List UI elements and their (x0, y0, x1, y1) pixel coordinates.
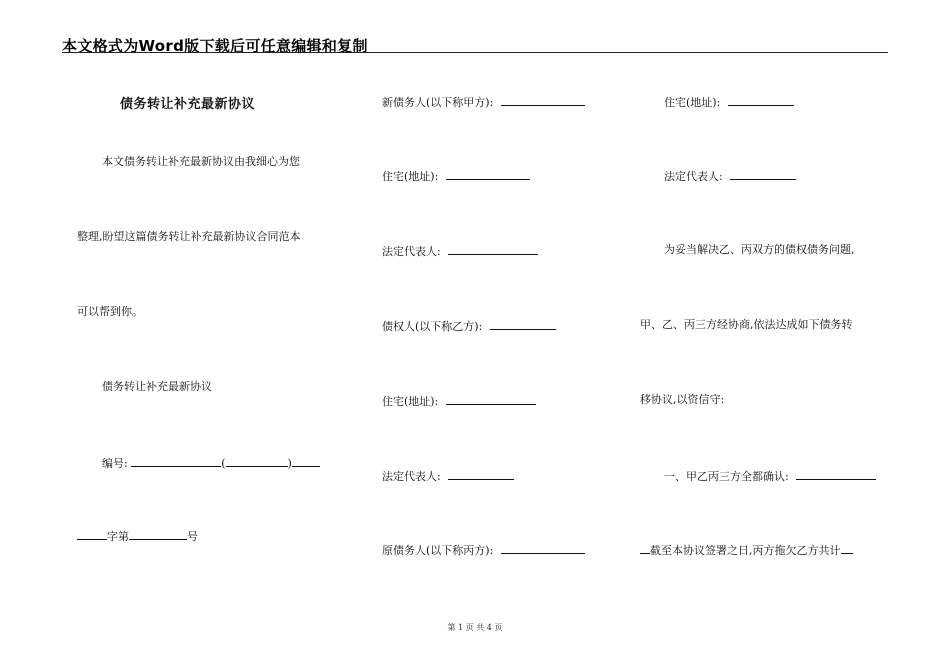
purpose-line-1: 为妥当解决乙、丙双方的债权债务问题, (664, 243, 855, 256)
intro-line-2: 整理,盼望这篇债务转让补充最新协议合同范本 (77, 230, 301, 243)
intro-line-3: 可以帮到你。 (77, 305, 143, 318)
new-debtor-blank (501, 94, 585, 106)
creditor-label: 债权人(以下称乙方): (382, 320, 483, 333)
address-blank-2 (446, 393, 536, 405)
address-blank-1 (446, 168, 530, 180)
address-label-2: 住宅(地址): (382, 395, 439, 408)
intro-line-1: 本文债务转让补充最新协议由我细心为您 (102, 155, 300, 168)
purpose-line-3: 移协议,以资信守: (640, 393, 725, 406)
zi-di-hao-line (77, 528, 198, 544)
di-blank (129, 528, 187, 540)
legal-rep-line-3 (664, 168, 796, 184)
creditor-blank (490, 318, 556, 330)
new-debtor-label: 新债务人(以下称甲方): (382, 96, 494, 109)
address-line-3 (664, 94, 794, 110)
clause-1-continuation (640, 542, 853, 558)
paren-open: ( (221, 457, 226, 470)
legal-rep-label-2: 法定代表人: (382, 470, 441, 483)
paren-blank (226, 455, 288, 467)
purpose-line-2: 甲、乙、丙三方经协商,依法达成如下债务转 (640, 318, 853, 331)
new-debtor-line (382, 94, 585, 110)
address-line-1 (382, 168, 530, 184)
number-blank (131, 455, 221, 467)
legal-rep-blank-2 (448, 468, 514, 480)
address-label-3: 住宅(地址): (664, 96, 721, 109)
clause-1-lead-blank (640, 542, 650, 554)
number-label: 编号: (102, 457, 128, 470)
agreement-subtitle: 债务转让补充最新协议 (102, 380, 212, 393)
zi-di-label: 字第 (107, 530, 129, 543)
original-debtor-line (382, 542, 585, 558)
document-title: 债务转让补充最新协议 (120, 97, 256, 112)
address-blank-3 (728, 94, 794, 106)
address-line-2 (382, 393, 536, 409)
legal-rep-label-1: 法定代表人: (382, 245, 441, 258)
paren-close: ) (287, 457, 292, 470)
clause-1-cont-text: 截至本协议签署之日,丙方拖欠乙方共计 (650, 544, 841, 557)
legal-rep-label-3: 法定代表人: (664, 170, 723, 183)
trailing-blank (292, 455, 320, 467)
number-line (102, 455, 320, 471)
clause-1-text: 一、甲乙丙三方全都确认: (664, 470, 789, 483)
original-debtor-blank (501, 542, 585, 554)
creditor-line (382, 318, 556, 334)
legal-rep-line-2 (382, 468, 514, 484)
original-debtor-label: 原债务人(以下称丙方): (382, 544, 494, 557)
clause-1-trail-blank (841, 542, 853, 554)
header-divider (62, 52, 888, 53)
zi-blank (77, 528, 107, 540)
legal-rep-line-1 (382, 243, 538, 259)
address-label-1: 住宅(地址): (382, 170, 439, 183)
clause-1-line (664, 468, 876, 484)
page-footer: 第 1 页 共 4 页 (447, 623, 503, 632)
header-title: 本文格式为Word版下载后可任意编辑和复制 (62, 37, 368, 55)
hao-label: 号 (187, 530, 198, 543)
clause-1-blank (796, 468, 876, 480)
legal-rep-blank-3 (730, 168, 796, 180)
legal-rep-blank-1 (448, 243, 538, 255)
